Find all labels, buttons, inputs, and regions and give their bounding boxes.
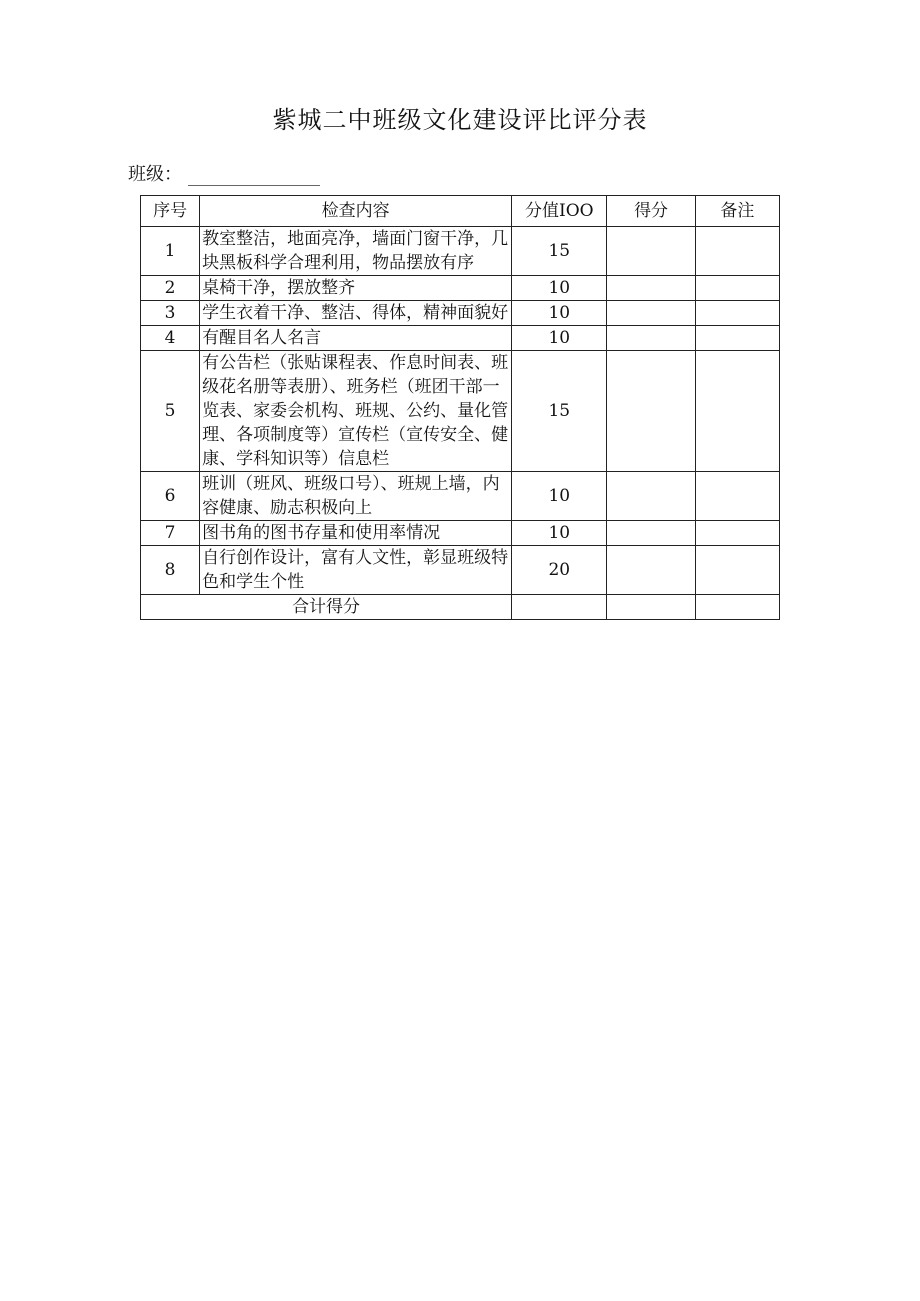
table-row	[141, 546, 780, 595]
table-row	[141, 351, 780, 472]
table-row	[141, 301, 780, 326]
row-no: 7	[141, 521, 200, 546]
row-note-cell[interactable]	[695, 472, 779, 521]
row-value: 10	[512, 276, 607, 301]
row-value: 15	[512, 351, 607, 472]
row-no: 8	[141, 546, 200, 595]
row-value: 10	[512, 472, 607, 521]
class-label: 班级：	[128, 164, 182, 185]
table-row	[141, 326, 780, 351]
row-content: 有醒目名人名言	[200, 326, 512, 351]
row-score-cell[interactable]	[607, 326, 695, 351]
row-score-cell[interactable]	[607, 521, 695, 546]
row-note-cell[interactable]	[695, 326, 779, 351]
row-note-cell[interactable]	[695, 521, 779, 546]
row-note-cell[interactable]	[695, 227, 779, 276]
header-value: 分值IOO	[512, 196, 607, 227]
row-content: 有公告栏（张贴课程表、作息时间表、班级花名册等表册）、班务栏（班团干部一览表、家委会机构、班规、公约、量化管理、各项制度等）宣传栏（宣传安全、健康、学科知识等）信息栏	[200, 351, 512, 472]
row-no: 1	[141, 227, 200, 276]
row-score-cell[interactable]	[607, 351, 695, 472]
total-value-cell[interactable]	[512, 595, 607, 620]
row-value: 10	[512, 521, 607, 546]
row-value: 15	[512, 227, 607, 276]
total-label: 合计得分	[141, 595, 512, 620]
header-score: 得分	[607, 196, 695, 227]
score-table	[140, 195, 780, 620]
total-row	[141, 595, 780, 620]
total-score-cell[interactable]	[607, 595, 695, 620]
row-content: 学生衣着干净、整洁、得体，精神面貌好	[200, 301, 512, 326]
table-row	[141, 227, 780, 276]
row-content: 自行创作设计，富有人文性，彰显班级特色和学生个性	[200, 546, 512, 595]
row-score-cell[interactable]	[607, 276, 695, 301]
row-content: 图书角的图书存量和使用率情况	[200, 521, 512, 546]
class-input-line[interactable]	[188, 171, 320, 186]
row-note-cell[interactable]	[695, 546, 779, 595]
row-value: 10	[512, 326, 607, 351]
row-note-cell[interactable]	[695, 351, 779, 472]
row-note-cell[interactable]	[695, 276, 779, 301]
row-score-cell[interactable]	[607, 546, 695, 595]
total-note-cell[interactable]	[695, 595, 779, 620]
table-row	[141, 276, 780, 301]
row-score-cell[interactable]	[607, 301, 695, 326]
table-row	[141, 472, 780, 521]
row-content: 班训（班风、班级口号）、班规上墙，内容健康、励志积极向上	[200, 472, 512, 521]
row-content: 桌椅干净，摆放整齐	[200, 276, 512, 301]
class-field	[128, 160, 320, 186]
row-score-cell[interactable]	[607, 227, 695, 276]
table-header-row	[141, 196, 780, 227]
row-no: 6	[141, 472, 200, 521]
header-no: 序号	[141, 196, 200, 227]
header-note: 备注	[695, 196, 779, 227]
table-row	[141, 521, 780, 546]
row-no: 4	[141, 326, 200, 351]
row-score-cell[interactable]	[607, 472, 695, 521]
row-value: 20	[512, 546, 607, 595]
row-no: 5	[141, 351, 200, 472]
row-no: 3	[141, 301, 200, 326]
row-no: 2	[141, 276, 200, 301]
page-title: 紫城二中班级文化建设评比评分表	[272, 106, 648, 134]
row-content: 教室整洁，地面亮净，墙面门窗干净，几块黑板科学合理利用，物品摆放有序	[200, 227, 512, 276]
row-note-cell[interactable]	[695, 301, 779, 326]
header-content: 检查内容	[200, 196, 512, 227]
row-value: 10	[512, 301, 607, 326]
